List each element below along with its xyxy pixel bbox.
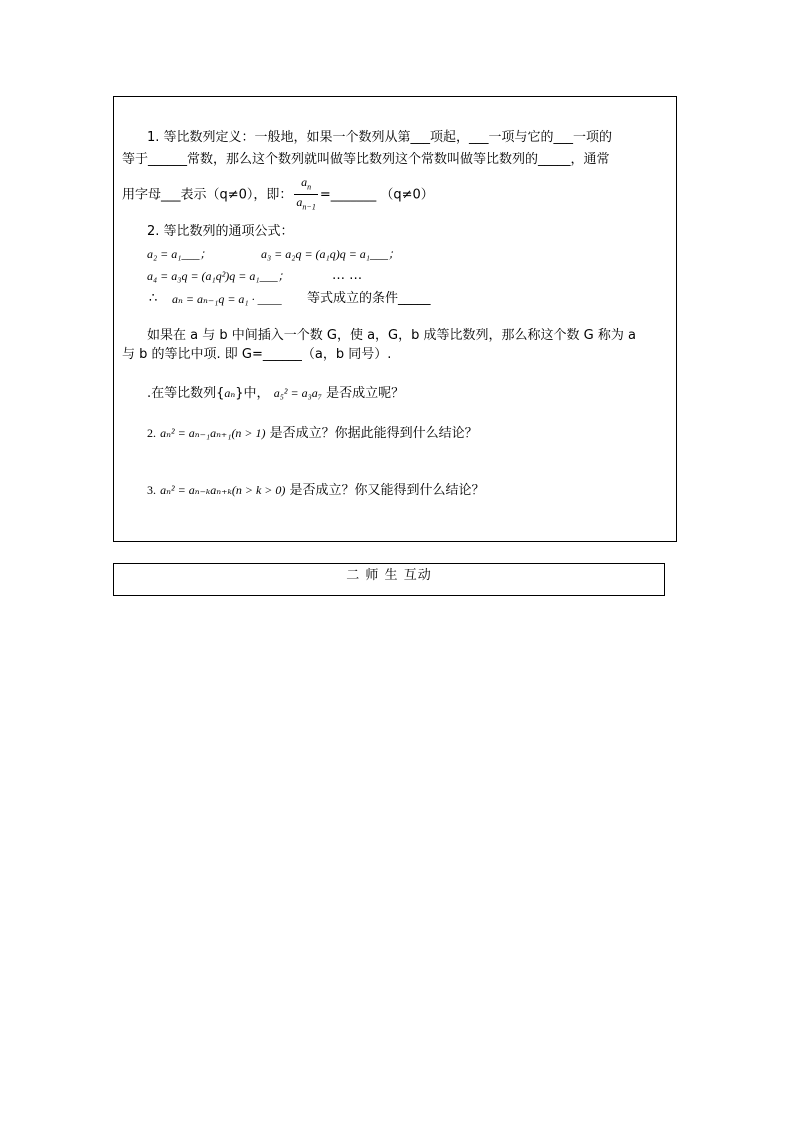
- therefore-symbol: ∴: [149, 291, 158, 306]
- formula-a3: a₃ = a₂q = (a₁q)q = a₁___；: [261, 247, 400, 261]
- question-1-formula: a₅² = a₃a₇: [273, 386, 322, 400]
- content-box: [113, 96, 677, 542]
- formula-title: 2. 等比数列的通项公式：: [147, 224, 294, 239]
- interaction-section-header: [113, 563, 665, 596]
- geometric-mean-line-2: 与 b 的等比中项. 即 G=______（a，b 同号）.: [122, 347, 392, 362]
- question-2-formula: aₙ² = aₙ₋₁aₙ₊₁(n > 1): [160, 426, 266, 440]
- definition-line-3-start: 用字母___表示（q≠0），即：: [122, 187, 293, 203]
- question-2: 2. aₙ² = aₙ₋₁aₙ₊₁(n > 1) 是否成立？你据此能得到什么结论？: [147, 426, 478, 441]
- question-3: 3. aₙ² = aₙ₋ₖaₙ₊ₖ(n > k > 0) 是否成立？你又能得到什么结论？: [147, 483, 485, 498]
- formula-condition: 等式成立的条件_____: [307, 291, 431, 306]
- question-3-formula: aₙ² = aₙ₋ₖaₙ₊ₖ(n > k > 0): [160, 483, 286, 497]
- definition-line-3: [122, 175, 434, 215]
- section-title: 二 师 生 互动: [346, 568, 432, 583]
- definition-line-3-end: =_______ （q≠0）: [319, 187, 434, 203]
- ratio-fraction: $\frac{a_n}{a_{n-1}}$: [296, 175, 316, 212]
- formula-a4: a₄ = a₃q = (a₁q²)q = a₁___；: [147, 269, 290, 283]
- formula-a2: a₂ = a₁___；: [147, 247, 212, 261]
- geometric-mean-line-1: 如果在 a 与 b 中间插入一个数 G，使 a，G，b 成等比数列，那么称这个数 G 称为 a: [147, 328, 636, 343]
- formula-an: aₙ = aₙ₋₁q = a₁ · ____: [172, 292, 282, 306]
- definition-line-1: 1. 等比数列定义：一般地，如果一个数列从第___项起，___一项与它的___一项的: [147, 130, 613, 145]
- definition-line-2: 等于______常数，那么这个数列就叫做等比数列这个常数叫做等比数列的_____，通常: [122, 152, 610, 167]
- formula-ellipsis: … …: [332, 268, 363, 283]
- question-1: .在等比数列{aₙ}中， a₅² = a₃a₇ 是否成立呢？: [147, 386, 405, 401]
